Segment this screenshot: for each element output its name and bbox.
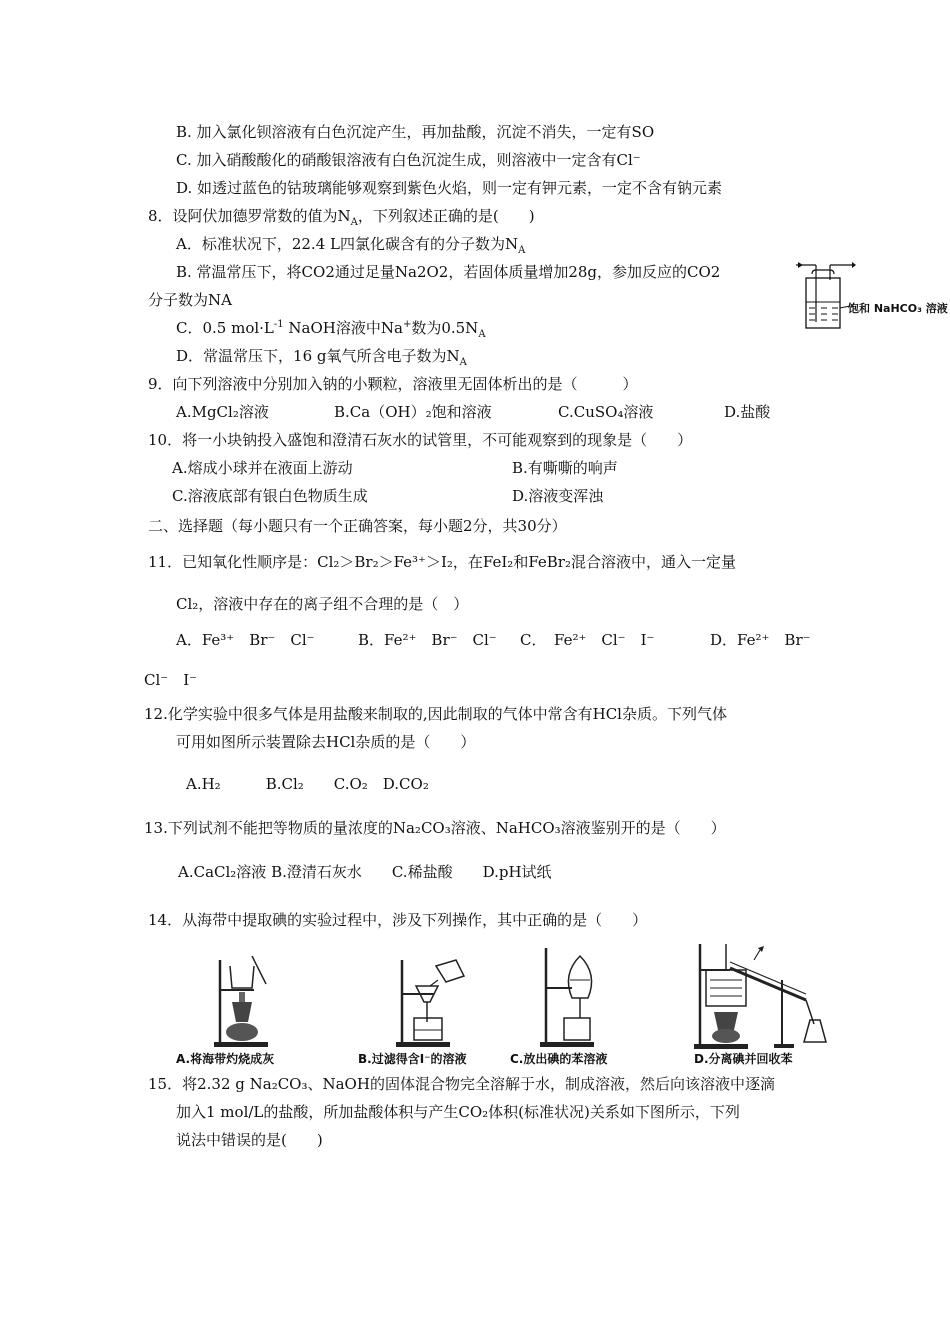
apparatus-b-filtration-icon [386, 952, 476, 1048]
q9-option-c: C.CuSO₄溶液 [558, 403, 654, 421]
q10-option-d: D.溶液变浑浊 [512, 487, 604, 505]
q14-stem: 14．从海带中提取碘的实验过程中，涉及下列操作，其中正确的是（ ） [148, 911, 648, 929]
apparatus-d-caption: D.分离碘并回收苯 [694, 1052, 793, 1066]
q10-option-c: C.溶液底部有银白色物质生成 [172, 487, 368, 505]
q10-option-b: B.有嘶嘶的响声 [512, 459, 618, 477]
q9-option-b: B.Ca（OH）₂饱和溶液 [334, 403, 492, 421]
gas-washing-bottle-figure [796, 256, 856, 332]
apparatus-a-crucible-icon [206, 952, 276, 1048]
q8-option-a: A．标准状况下，22.4 L四氯化碳含有的分子数为$N_A$ [176, 235, 526, 256]
q12-stem-line2: 可用如图所示装置除去HCl杂质的是（ ） [176, 733, 476, 751]
section-2-heading: 二、选择题（每小题只有一个正确答案，每小题2分，共30分） [148, 517, 567, 535]
q15-stem-line2: 加入1 mol/L的盐酸，所加盐酸体积与产生CO₂体积(标准状况)关系如下图所示，下列 [176, 1103, 740, 1121]
q9-option-a: A.MgCl₂溶液 [176, 403, 269, 421]
q11-option-b: B．Fe²⁺ Br⁻ Cl⁻ [358, 631, 497, 649]
q15-stem-line1: 15．将2.32 g Na₂CO₃、NaOH的固体混合物完全溶解于水，制成溶液，然后向该溶液中逐滴 [148, 1075, 775, 1093]
q8-option-d: D．常温常压下，16 g氧气所含电子数为$N_A$ [176, 347, 467, 368]
q8-option-c: C．0.5 $mol\cdot L^{-1}$ NaOH溶液中Na+数为$0.5N_A$ [176, 319, 486, 340]
apparatus-d-distillation-icon [690, 940, 840, 1050]
q15-stem-line3: 说法中错误的是( ) [176, 1131, 323, 1149]
q12-stem-line1: 12.化学实验中很多气体是用盐酸来制取的,因此制取的气体中常含有HCl杂质。下列气体 [144, 705, 727, 723]
q11-option-a: A．Fe³⁺ Br⁻ Cl⁻ [176, 631, 315, 649]
nahco3-label: 饱和 NaHCO₃ 溶液 [848, 302, 948, 315]
apparatus-c-separatory-funnel-icon [532, 944, 602, 1048]
q8-stem: 8．设阿伏加德罗常数的值为$N_A$，下列叙述正确的是( ) [148, 207, 535, 228]
q10-stem: 10．将一小块钠投入盛饱和澄清石灰水的试管里，不可能观察到的现象是（ ） [148, 431, 693, 449]
q13-options: A.CaCl₂溶液 B.澄清石灰水 C.稀盐酸 D.pH试纸 [178, 863, 552, 881]
apparatus-b-caption: B.过滤得含I⁻的溶液 [358, 1052, 467, 1066]
q8-option-b-line2: 分子数为NA [148, 291, 232, 309]
q13-stem: 13.下列试剂不能把等物质的量浓度的Na₂CO₃溶液、NaHCO₃溶液鉴别开的是（ ） [144, 819, 726, 837]
q11-option-d-cont: Cl⁻ I⁻ [144, 671, 198, 689]
q9-stem: 9．向下列溶液中分别加入钠的小颗粒，溶液里无固体析出的是（ ） [148, 375, 638, 393]
q11-stem-line1: 11．已知氧化性顺序是：Cl₂＞Br₂＞Fe³⁺＞I₂，在FeI₂和FeBr₂混合溶液中，通入一定量 [148, 553, 736, 571]
q7-option-d: D. 如透过蓝色的钴玻璃能够观察到紫色火焰，则一定有钾元素，一定不含有钠元素 [176, 179, 723, 197]
q7-option-b: B. 加入氯化钡溶液有白色沉淀产生，再加盐酸，沉淀不消失，一定有SO [176, 123, 655, 141]
q12-options: A.H₂ B.Cl₂ C.O₂ D.CO₂ [186, 775, 429, 793]
q8-option-b-line1: B. 常温常压下，将CO2通过足量Na2O2，若固体质量增加28g，参加反应的CO2 [176, 263, 721, 281]
apparatus-a-caption: A.将海带灼烧成灰 [176, 1052, 275, 1066]
q9-option-d: D.盐酸 [724, 403, 771, 421]
q11-option-c: C． Fe²⁺ Cl⁻ I⁻ [520, 631, 655, 649]
q11-option-d: D．Fe²⁺ Br⁻ [710, 631, 811, 649]
q7-option-c: C. 加入硝酸酸化的硝酸银溶液有白色沉淀生成，则溶液中一定含有Cl⁻ [176, 151, 641, 169]
apparatus-c-caption: C.放出碘的苯溶液 [510, 1052, 608, 1066]
q11-stem-line2: Cl₂，溶液中存在的离子组不合理的是（ ） [176, 595, 469, 613]
q10-option-a: A.熔成小球并在液面上游动 [172, 459, 353, 477]
